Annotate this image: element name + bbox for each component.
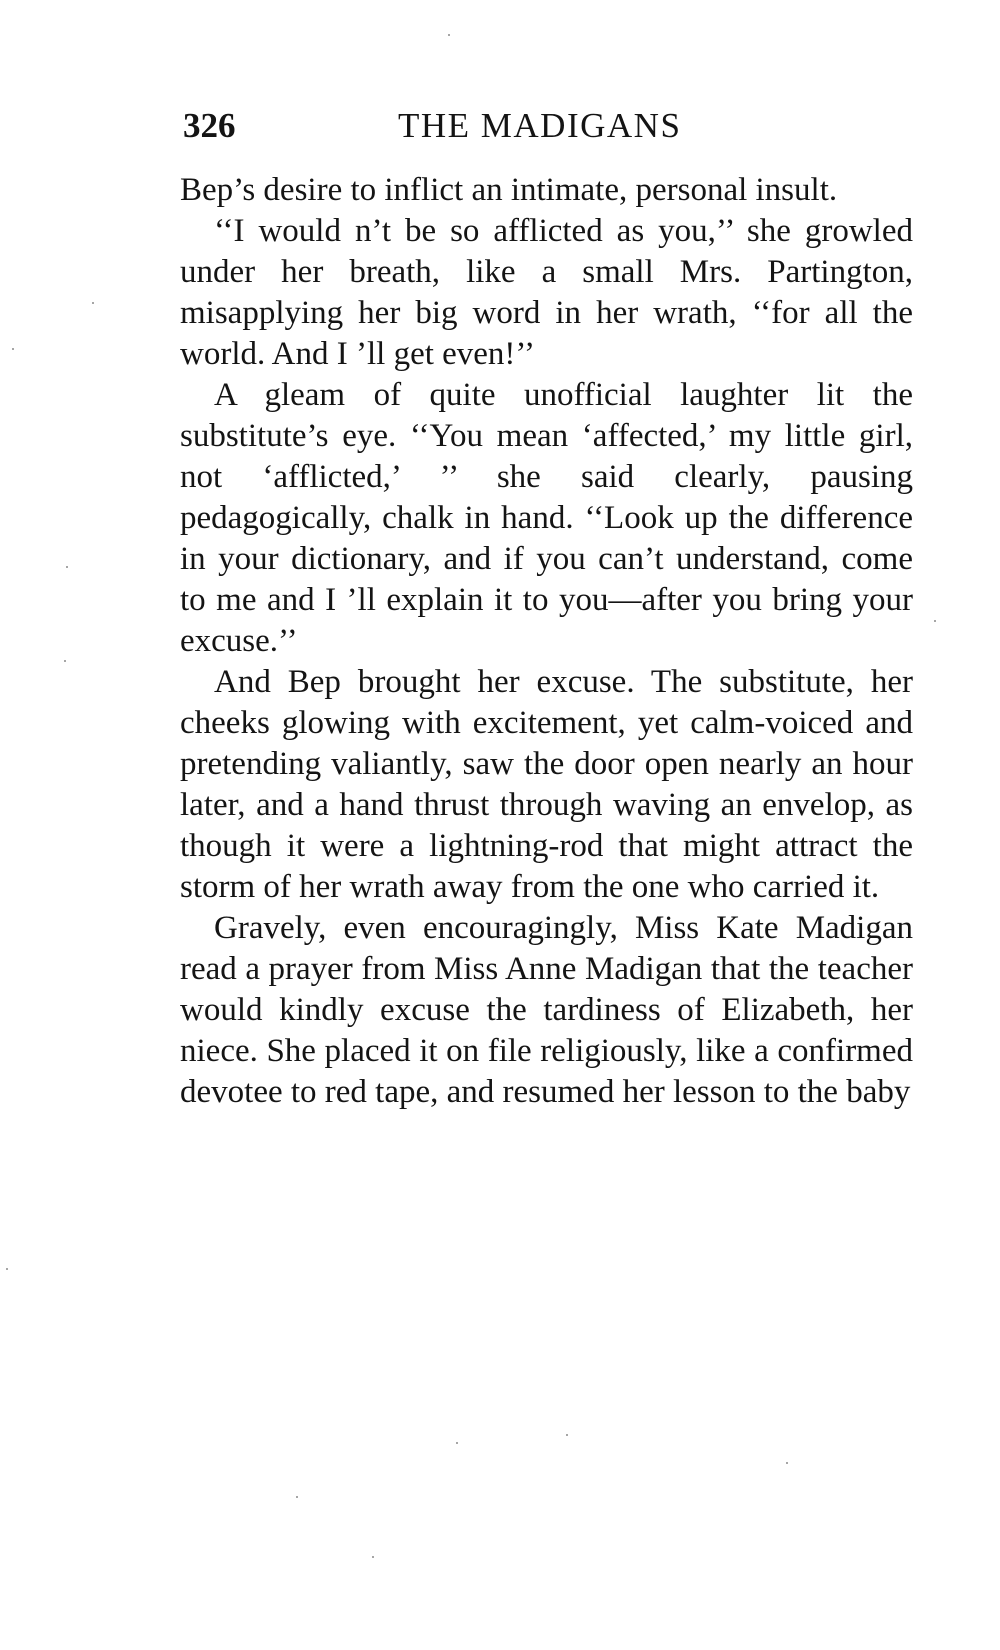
paper-speck: [296, 1496, 298, 1498]
paper-speck: [12, 348, 14, 350]
paper-speck: [566, 1434, 568, 1436]
paper-speck: [64, 660, 66, 662]
paragraph: A gleam of quite unofficial laughter lit the substitute’s eye. ‘‘You mean ‘affected,’ my little girl, not ‘afflicted,’ ’’ she said clearly, pausing pedagogically, chalk in hand. ‘‘Look up the difference in your dictionary, and if you can’t understand, come to me and I ’ll explain it to you—after you bring your excuse.’’: [180, 377, 913, 659]
running-head: [183, 104, 913, 152]
paragraph: ‘‘I would n’t be so afflicted as you,’’ she growled under her breath, like a small Mrs. Partington, misapplying her big word in her wrath, ‘‘for all the world. And I ’ll get even!’’: [180, 213, 913, 372]
paper-speck: [456, 1442, 458, 1444]
paragraph-continuation: Bep’s desire to inflict an intimate, personal insult.: [180, 172, 838, 208]
book-title: THE MADIGANS: [398, 106, 682, 145]
paper-speck: [786, 1462, 788, 1464]
paper-speck: [934, 620, 936, 622]
paper-speck: [448, 34, 450, 36]
paper-speck: [6, 1268, 8, 1270]
paper-speck: [92, 302, 94, 304]
page-number: 326: [183, 106, 236, 145]
paragraph: And Bep brought her excuse. The substitute, her cheeks glowing with excitement, yet calm-voiced and pretending valiantly, saw the door open nearly an hour later, and a hand thrust through waving an envelop, as though it were a lightning-rod that might attract the storm of her wrath away from the one who carried it.: [180, 664, 913, 905]
paper-speck: [66, 566, 68, 568]
paper-speck: [372, 1556, 374, 1558]
body-text: [180, 170, 913, 1113]
paragraph: Gravely, even encouragingly, Miss Kate Madigan read a prayer from Miss Anne Madigan that the teacher would kindly excuse the tardiness of Elizabeth, her niece. She placed it on file religiously, like a confirmed devotee to red tape, and resumed her lesson to the baby: [180, 910, 913, 1110]
